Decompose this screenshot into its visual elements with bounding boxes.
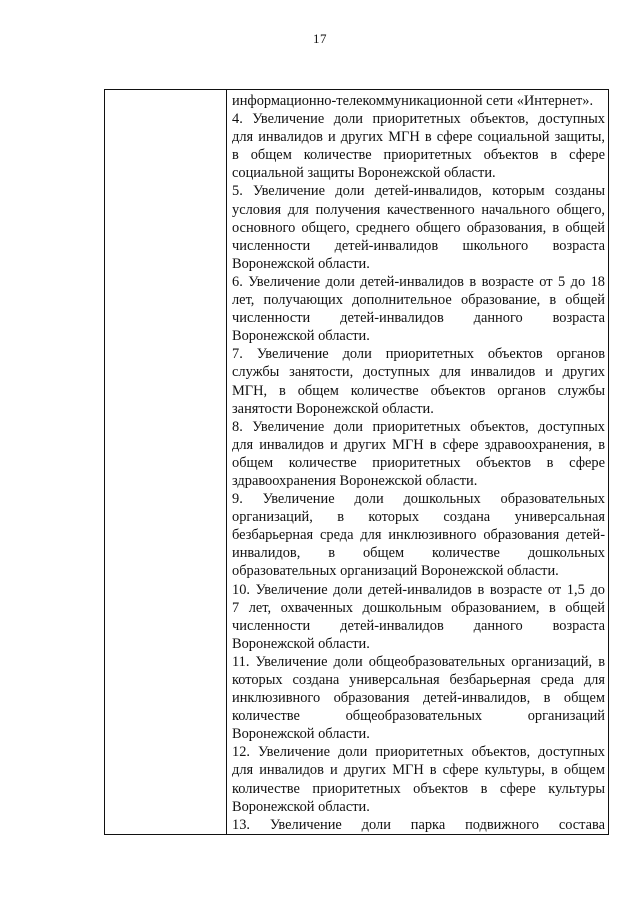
text-line: занятости Воронежской области. xyxy=(232,400,434,417)
text-line: информационно-телекоммуникационной сети «Интернет». xyxy=(232,93,594,109)
text-line: Воронежской области. xyxy=(232,798,370,815)
text-line: 9. Увеличение доли дошкольных образовательных xyxy=(232,491,605,508)
text-line: 4. Увеличение доли приоритетных объектов, доступных xyxy=(232,111,605,128)
text-line: количестве общеобразовательных организаций xyxy=(232,708,605,725)
text-line: численности детей-инвалидов данного возраста xyxy=(232,310,605,327)
text-line: 5. Увеличение доли детей-инвалидов, которым созданы xyxy=(232,183,605,200)
text-line: службы занятости, доступных для инвалидов и других xyxy=(232,364,605,381)
text-line: 6. Увеличение доли детей-инвалидов в возрасте от 5 до 18 xyxy=(232,273,605,290)
text-line: Воронежской области. xyxy=(232,635,370,652)
text-line: лет, получающих дополнительное образование, в общей xyxy=(232,292,605,309)
text-line: для инвалидов и других МГН в сфере социальной защиты, xyxy=(232,129,605,146)
table-row xyxy=(105,90,609,835)
text-line: безбарьерная среда для инклюзивного образования детей- xyxy=(232,527,605,544)
text-line: которых создана универсальная безбарьерная среда для xyxy=(232,672,605,688)
text-line: инклюзивного образования детей-инвалидов, в общем xyxy=(232,690,605,707)
table-cell-left xyxy=(105,90,227,835)
cell-text-block xyxy=(227,90,608,834)
text-line: 7. Увеличение доли приоритетных объектов органов xyxy=(232,346,605,363)
page-number: 17 xyxy=(313,31,327,46)
text-line: основного общего, среднего общего образования, в общей xyxy=(232,219,605,236)
text-line: численности детей-инвалидов школьного возраста xyxy=(232,237,605,254)
text-line: социальной защиты Воронежской области. xyxy=(232,165,496,182)
text-line: численности детей-инвалидов данного возраста xyxy=(232,617,605,634)
text-line: количестве приоритетных объектов в сфере культуры xyxy=(232,780,605,797)
text-line: 11. Увеличение доли общеобразовательных организаций, в xyxy=(232,653,605,670)
text-line: 10. Увеличение доли детей-инвалидов в возрасте от 1,5 до xyxy=(232,581,605,598)
table-cell-right xyxy=(227,90,609,835)
text-line: условия для получения качественного начального общего, xyxy=(232,201,605,218)
text-line: Воронежской области. xyxy=(232,255,370,272)
document-table xyxy=(104,89,609,835)
text-line: 8. Увеличение доли приоритетных объектов, доступных xyxy=(232,418,605,435)
text-line: Воронежской области. xyxy=(232,726,370,743)
text-line: общем количестве приоритетных объектов в сфере xyxy=(232,454,605,471)
text-line: для инвалидов и других МГН в сфере культуры, в общем xyxy=(232,762,605,779)
text-line: 7 лет, охваченных дошкольным образованием, в общей xyxy=(232,599,605,616)
text-line: Воронежской области. xyxy=(232,328,370,345)
text-line: инвалидов, в общем количестве дошкольных xyxy=(232,545,605,562)
text-line: образовательных организаций Воронежской области. xyxy=(232,563,559,580)
text-line: в общем количестве приоритетных объектов в сфере xyxy=(232,147,605,164)
text-line: для инвалидов и других МГН в сфере здравоохранения, в xyxy=(232,436,605,453)
text-line: 13. Увеличение доли парка подвижного состава xyxy=(232,816,605,833)
text-line: организаций, в которых создана универсальная xyxy=(232,509,605,526)
text-line: здравоохранения Воронежской области. xyxy=(232,472,478,489)
text-line: МГН, в общем количестве объектов органов службы xyxy=(232,382,605,399)
text-line: 12. Увеличение доли приоритетных объектов, доступных xyxy=(232,744,605,761)
